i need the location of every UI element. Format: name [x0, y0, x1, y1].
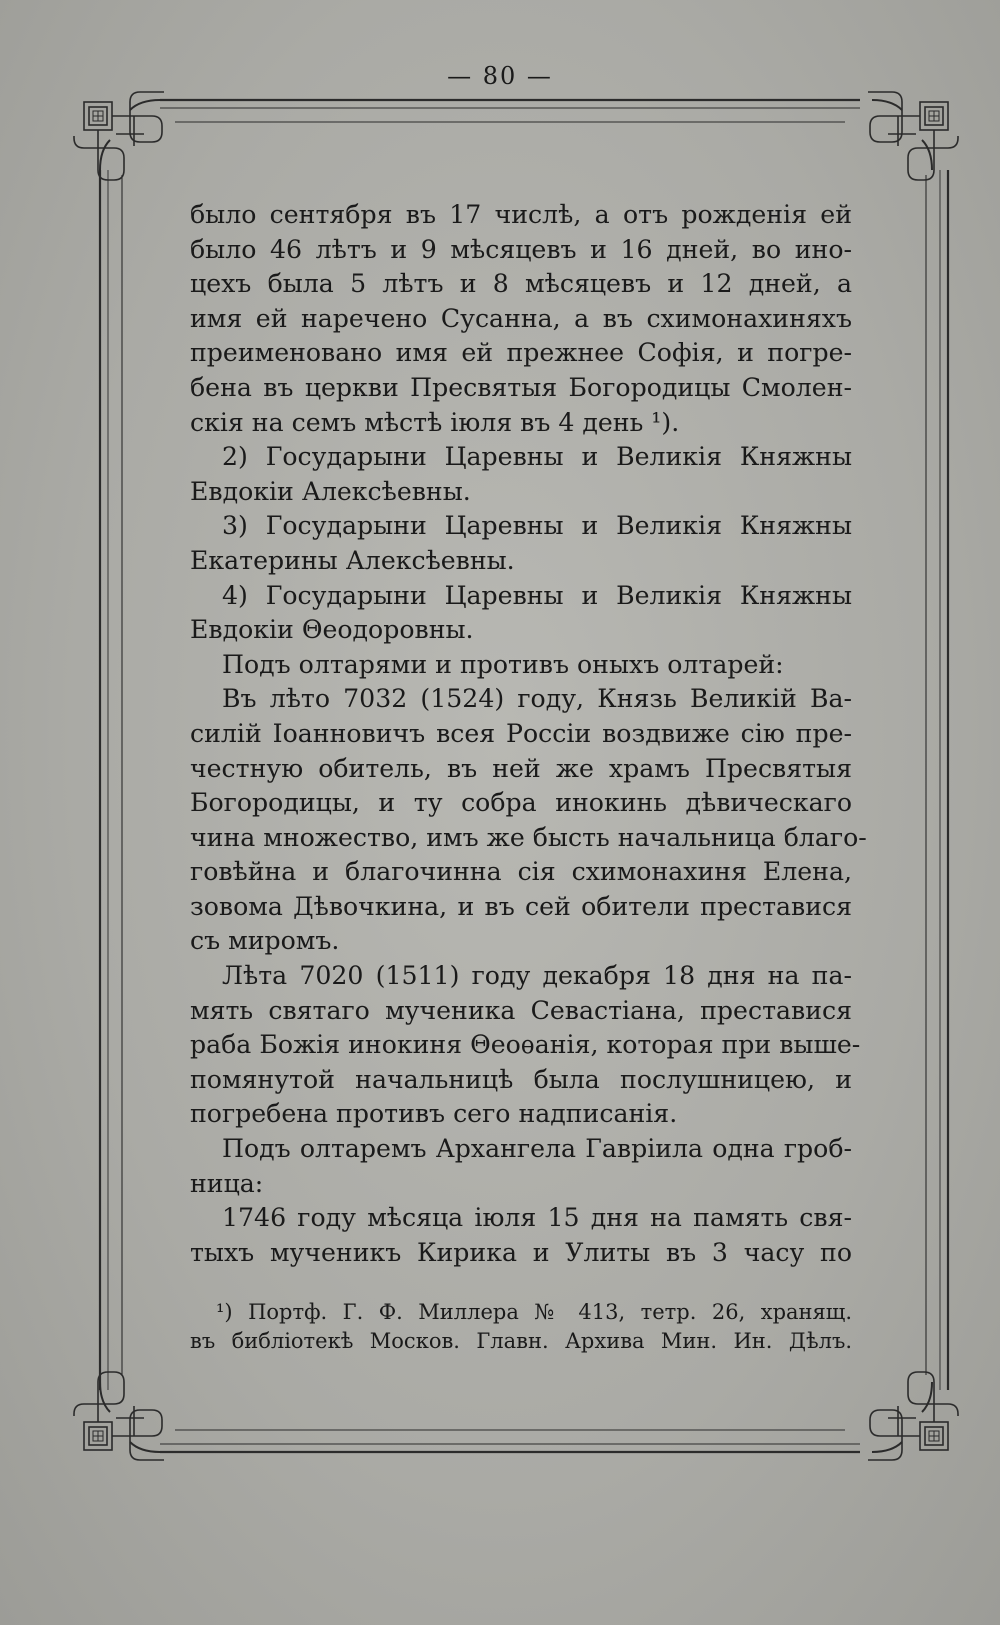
- text-line: Лѣта 7020 (1511) году декабря 18 дня на па-: [222, 961, 852, 991]
- footnote-line: въ библіотекѣ Москов. Главн. Архива Мин. Ин. Дѣлъ.: [190, 1329, 852, 1353]
- corner-ornament-top-left: [74, 92, 164, 180]
- text-line: Въ лѣто 7032 (1524) году, Князь Великій Ва-: [222, 684, 852, 714]
- text-line: 2) Государыни Царевны и Великія Княжны: [222, 442, 852, 472]
- text-line: Евдокіи Θеодоровны.: [190, 615, 474, 645]
- corner-ornament-bottom-left: [74, 1372, 164, 1460]
- text-line: тыхъ мученикъ Кирика и Улиты въ 3 часу по: [190, 1237, 852, 1267]
- text-line: было сентября въ 17 числѣ, а отъ рожденія ей: [190, 200, 852, 229]
- text-line: съ миромъ.: [190, 926, 340, 956]
- corner-ornament-bottom-right: [868, 1372, 958, 1460]
- text-line: погребена противъ сего надписанія.: [190, 1099, 678, 1129]
- text-line: зовома Дѣвочкина, и въ сей обители преставися: [190, 891, 852, 921]
- text-line: 3) Государыни Царевны и Великія Княжны: [222, 511, 852, 541]
- text-line: Богородицы, и ту собра инокинь дѣвическаго: [190, 788, 852, 818]
- text-line: бена въ церкви Пресвятыя Богородицы Смолен-: [190, 372, 852, 402]
- text-line: Евдокіи Алексѣевны.: [190, 476, 471, 506]
- text-line: цехъ была 5 лѣтъ и 8 мѣсяцевъ и 12 дней, а: [190, 269, 852, 299]
- text-line: честную обитель, въ ней же храмъ Пресвятыя: [190, 753, 852, 783]
- text-line: Подъ олтаремъ Архангела Гавріила одна гроб-: [222, 1134, 852, 1164]
- text-line: говѣйна и благочинна сія схимонахиня Елена,: [190, 857, 852, 887]
- text-line: преименовано имя ей прежнее Софія, и погре-: [190, 338, 852, 368]
- text-line: Подъ олтарями и противъ оныхъ олтарей:: [222, 649, 784, 679]
- text-line: раба Божія инокиня Θеоѳанія, которая при выше-: [190, 1030, 861, 1060]
- text-line: мять святаго мученика Севастіана, преставися: [190, 995, 852, 1025]
- text-line: Екатерины Алексѣевны.: [190, 545, 515, 575]
- footnote-line: ¹) Портф. Г. Ф. Миллера № 413, тетр. 26, хранящ.: [216, 1300, 852, 1324]
- page-number: — 80 —: [447, 62, 553, 90]
- text-line: было 46 лѣтъ и 9 мѣсяцевъ и 16 дней, во ино-: [190, 234, 852, 264]
- text-line: 1746 году мѣсяца іюля 15 дня на память свя-: [222, 1203, 852, 1233]
- text-line: ница:: [190, 1168, 264, 1198]
- text-line: 4) Государыни Царевны и Великія Княжны: [222, 580, 852, 610]
- text-line: помянутой начальницѣ была послушницею, и: [190, 1064, 852, 1094]
- text-line: силій Іоанновичъ всея Россіи воздвиже сію пре-: [190, 718, 852, 748]
- text-line: скія на семъ мѣстѣ іюля въ 4 день ¹).: [190, 407, 680, 437]
- corner-ornament-top-right: [868, 92, 958, 180]
- text-line: имя ей наречено Сусанна, а въ схимонахиняхъ: [190, 303, 852, 333]
- footnote: [190, 1298, 852, 1356]
- text-line: чина множество, имъ же бысть начальница благо-: [190, 822, 867, 852]
- body-text: [190, 198, 867, 1270]
